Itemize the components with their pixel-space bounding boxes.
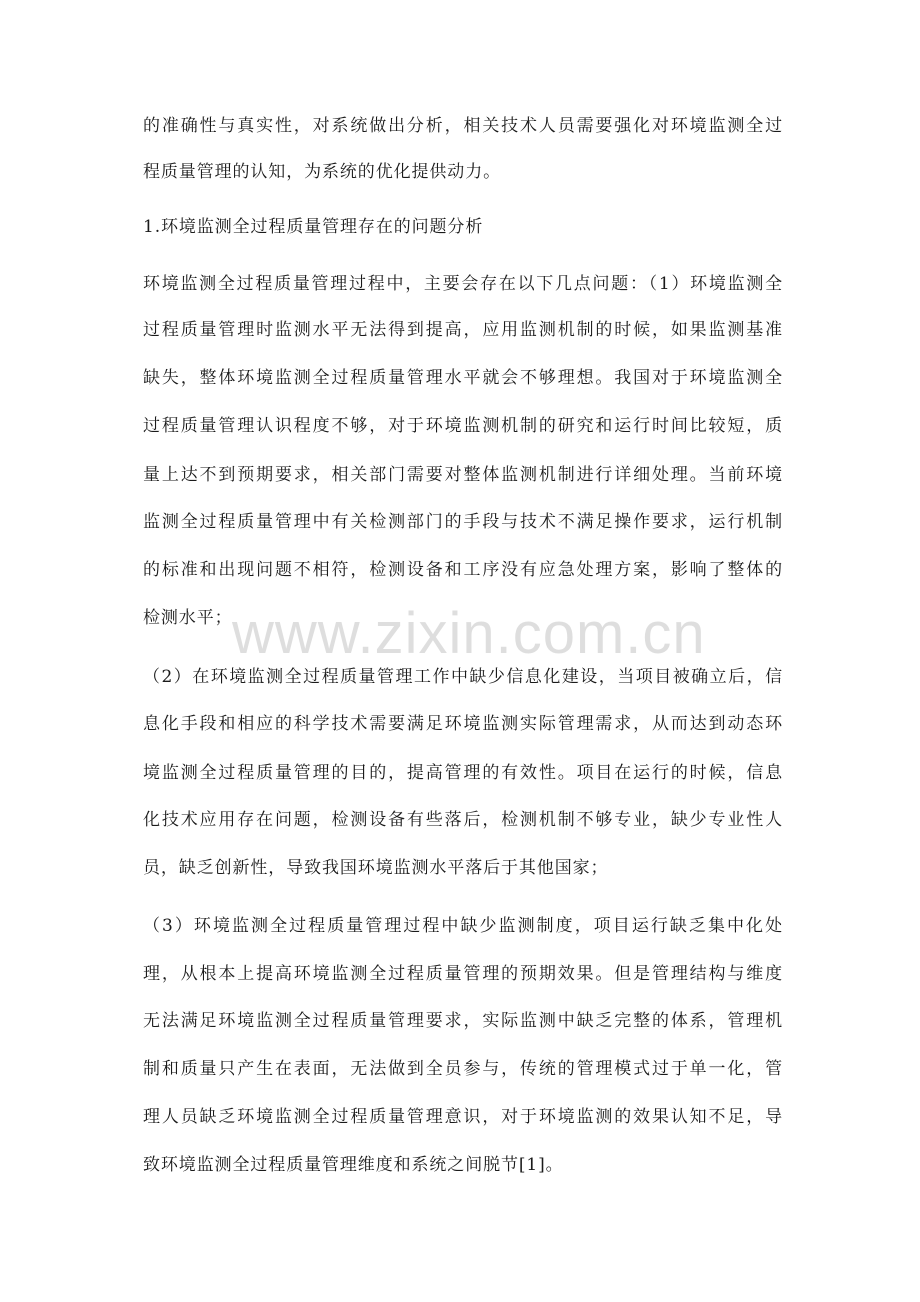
text-line: 过程质量管理时监测水平无法得到提高，应用监测机制的时候，如果监测基准: [143, 320, 783, 340]
text-line: 程质量管理的认知，为系统的优化提供动力。: [143, 162, 501, 182]
text-line: 环境监测全过程质量管理过程中，主要会存在以下几点问题：（1）环境监测全: [143, 274, 783, 294]
section-heading: 1.环境监测全过程质量管理存在的问题分析: [143, 217, 484, 237]
text-line: 缺失，整体环境监测全过程质量管理水平就会不够理想。我国对于环境监测全: [143, 368, 783, 388]
text-line: （2）在环境监测全过程质量管理工作中缺少信息化建设，当项目被确立后，信: [143, 667, 783, 687]
text-line: 境监测全过程质量管理的目的，提高管理的有效性。项目在运行的时候，信息: [143, 763, 783, 783]
text-line: 理人员缺乏环境监测全过程质量管理意识，对于环境监测的效果认知不足，导: [143, 1107, 783, 1127]
text-line: 制和质量只产生在表面，无法做到全员参与，传统的管理模式过于单一化，管: [143, 1059, 783, 1079]
text-line: 无法满足环境监测全过程质量管理要求，实际监测中缺乏完整的体系，管理机: [143, 1011, 783, 1031]
text-line: 员，缺乏创新性，导致我国环境监测水平落后于其他国家；: [143, 858, 609, 878]
text-line: （3）环境监测全过程质量管理过程中缺少监测制度，项目运行缺乏集中化处: [143, 916, 783, 936]
text-line: 致环境监测全过程质量管理维度和系统之间脱节[1]。: [143, 1155, 564, 1175]
text-line: 息化手段和相应的科学技术需要满足环境监测实际管理需求，从而达到动态环: [143, 714, 783, 734]
text-line: 的标准和出现问题不相符，检测设备和工序没有应急处理方案，影响了整体的: [143, 560, 783, 580]
text-line: 检测水平；: [143, 608, 233, 628]
text-line: 化技术应用存在问题，检测设备有些落后，检测机制不够专业，缺少专业性人: [143, 810, 783, 830]
text-line: 的准确性与真实性，对系统做出分析，相关技术人员需要强化对环境监测全过: [143, 116, 783, 136]
text-line: 理，从根本上提高环境监测全过程质量管理的预期效果。但是管理结构与维度: [143, 964, 783, 984]
watermark: www.zixin.com.cn: [232, 601, 706, 666]
text-line: 量上达不到预期要求，相关部门需要对整体监测机制进行详细处理。当前环境: [143, 465, 783, 485]
text-line: 过程质量管理认识程度不够，对于环境监测机制的研究和运行时间比较短，质: [143, 416, 783, 436]
text-line: 监测全过程质量管理中有关检测部门的手段与技术不满足操作要求，运行机制: [143, 512, 783, 532]
